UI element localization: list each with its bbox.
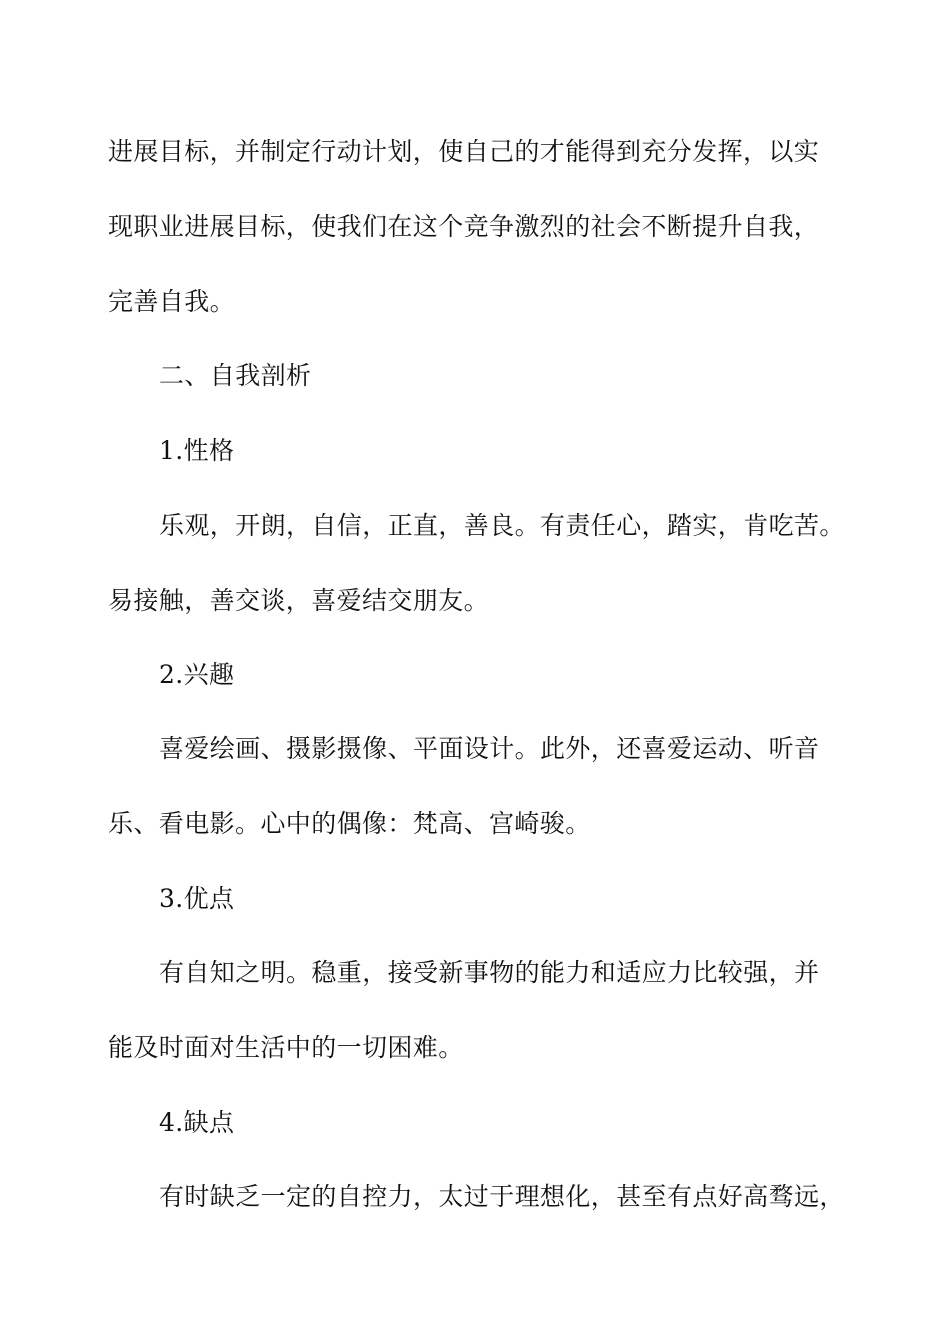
paragraph-line: 乐、看电影。心中的偶像：梵高、宫崎骏。 — [108, 809, 591, 838]
subsection-heading: 2.兴趣 — [159, 660, 235, 689]
subsection-heading: 3.优点 — [159, 884, 235, 913]
paragraph-line: 有时缺乏一定的自控力，太过于理想化，甚至有点好高骛远， — [159, 1182, 845, 1211]
paragraph-line: 现职业进展目标，使我们在这个竞争激烈的社会不断提升自我， — [108, 212, 820, 241]
paragraph-line: 能及时面对生活中的一切困难。 — [108, 1033, 464, 1062]
paragraph-line: 易接触，善交谈，喜爱结交朋友。 — [108, 586, 490, 615]
paragraph-line: 有自知之明。稳重，接受新事物的能力和适应力比较强，并 — [159, 958, 820, 987]
paragraph-line: 乐观，开朗，自信，正直，善良。有责任心，踏实，肯吃苦。 — [159, 511, 845, 540]
paragraph-line: 完善自我。 — [108, 287, 236, 316]
subsection-heading: 4.缺点 — [159, 1108, 235, 1137]
paragraph-line: 喜爱绘画、摄影摄像、平面设计。此外，还喜爱运动、听音 — [159, 734, 820, 763]
section-heading: 二、自我剖析 — [159, 361, 312, 390]
paragraph-line: 进展目标，并制定行动计划，使自己的才能得到充分发挥，以实 — [108, 137, 820, 166]
subsection-heading: 1.性格 — [159, 436, 235, 465]
